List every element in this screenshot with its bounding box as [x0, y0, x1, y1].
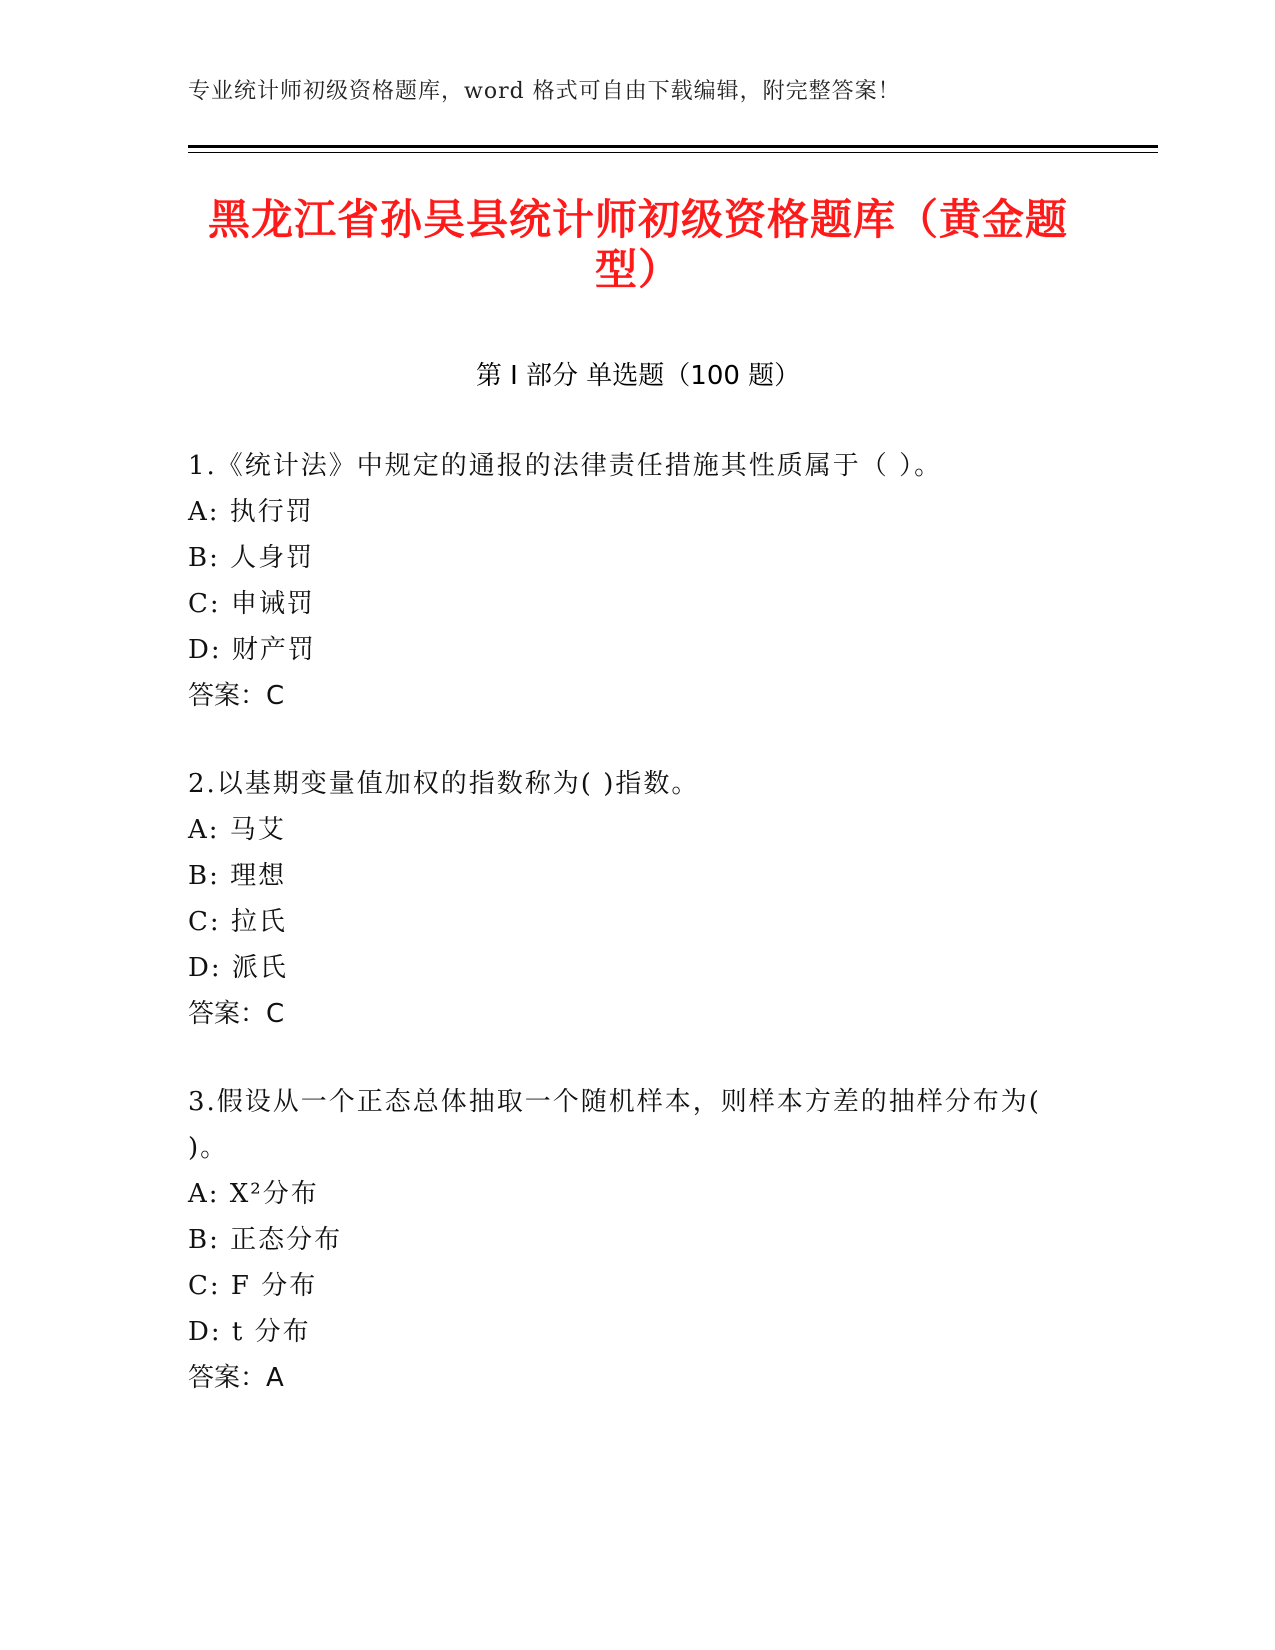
question-stem: 2.以基期变量值加权的指数称为( )指数。 — [188, 769, 700, 799]
option-a: A: 马艾 — [188, 815, 286, 845]
question-3 — [188, 1079, 1088, 1401]
section-title: 第 I 部分 单选题（100 题） — [475, 361, 801, 391]
option-b: B: 理想 — [188, 861, 287, 891]
option-d: D: 财产罚 — [188, 635, 316, 665]
option-d: D: 派氏 — [188, 953, 288, 983]
option-c: C: 拉氏 — [188, 907, 287, 937]
header-rule-thin — [188, 152, 1158, 153]
option-b: B: 人身罚 — [188, 543, 315, 573]
header-note: 专业统计师初级资格题库，word 格式可自由下载编辑，附完整答案！ — [188, 79, 901, 104]
option-b: B: 正态分布 — [188, 1225, 343, 1255]
option-a: A: X²分布 — [188, 1179, 319, 1209]
option-c: C: 申诫罚 — [188, 589, 315, 619]
question-2 — [188, 761, 1088, 1037]
option-a: A: 执行罚 — [188, 497, 314, 527]
option-c: C: F 分布 — [188, 1271, 318, 1301]
answer: 答案：A — [188, 1363, 284, 1393]
question-stem: 3.假设从一个正态总体抽取一个随机样本，则样本方差的抽样分布为( )。 — [188, 1087, 1041, 1163]
document-title: 黑龙江省孙吴县统计师初级资格题库（黄金题型） — [207, 195, 1068, 294]
question-1 — [188, 443, 1088, 719]
question-list — [188, 443, 1088, 1443]
question-stem: 1.《统计法》中规定的通报的法律责任措施其性质属于（ ）。 — [188, 451, 943, 481]
answer: 答案：C — [188, 681, 285, 711]
header-rule-thick — [188, 145, 1158, 148]
answer: 答案：C — [188, 999, 285, 1029]
option-d: D: t 分布 — [188, 1317, 311, 1347]
